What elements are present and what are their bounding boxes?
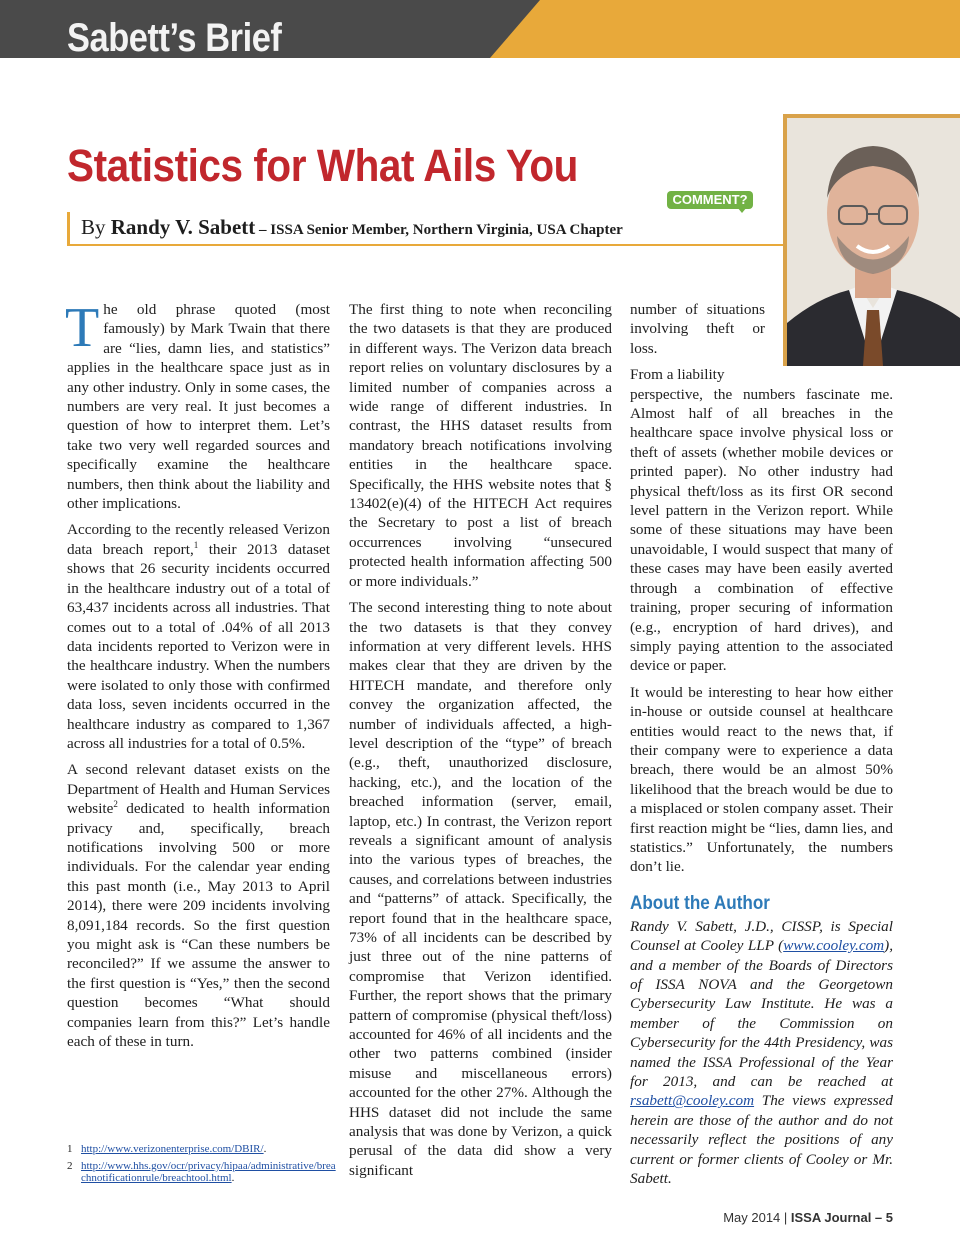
author-affiliation: – ISSA Senior Member, Northern Virginia, USA Chapter (255, 222, 623, 238)
folio-journal: ISSA Journal – 5 (790, 1210, 893, 1225)
footnote-number: 2 (67, 1160, 73, 1172)
paragraph-reconcile: The first thing to note when reconciling the two datasets is that they are produced in different ways. The Verizon data breach report relies on voluntary disclosures by a limited number of companies across a wide range of different industries. In contrast, the HHS dataset results from mandatory breach notifications involving entities in the healthcare space. Specifically, the HHS website notes that § 13402(e)(4) of the HITECH Act requires the Secretary to post a list of breach occurrences involving “unsecured protected health information affecting 500 or more individuals.” (349, 301, 612, 590)
intro-text: he old phrase quoted (most famously) by Mark Twain that there are “lies, damn lies, and statistics” applies in the healthcare space just as in any other industry. Only in some cases, the numbers are very real. It just becomes a question of how to interpret them. Let’s take two very well regarded sources and specifically examine the healthcare numbers, then think about the liability and other implications. (67, 301, 330, 513)
folio-date: May 2014 | (723, 1210, 791, 1225)
hhs-text-a: A second relevant dataset exists on the Department of Health and Human Services website (67, 761, 330, 818)
bio-text-a: Randy V. Sabett, J.D., CISSP, is Special Counsel at Cooley LLP ( (630, 917, 893, 955)
paragraph-verizon (67, 520, 330, 753)
hhs-text-b: dedicated to health information privacy and, specifically, breach notifications involving 500 or more individuals. For the calendar year ending this past month (i.e., May 2013 to April 2014), there were 209 incidents involving 8,091,184 records. So the first question you might ask is “Can these numbers be reconciled?” If we assume the answer to the first question is “Yes,” then the second question becomes “What should companies learn from this?” Let’s handle each of these in turn. (67, 800, 330, 1051)
footnote-punct: . (263, 1143, 267, 1155)
paragraph-intro (65, 297, 330, 513)
footnote-2 (67, 1160, 337, 1184)
byline-prefix: By (81, 215, 111, 239)
paragraph-theft: number of situations involving theft or loss. (630, 301, 765, 357)
paragraph-counsel: It would be interesting to hear how either in-house or outside counsel at healthcare entities would react to the news that, if their company were to experience a data breach, there would be an almost 50% likelihood that the breach would be due to a misplaced or stolen company asset. Their first reaction might be “lies, damn lies, and statistics.” Unfortunately, the numbers don’t lie. (630, 683, 893, 876)
paragraph-hhs (67, 760, 330, 1051)
comment-button[interactable] (667, 191, 755, 211)
verizon-text-a: According to the recently released Verizon data breach report, (67, 521, 330, 558)
paragraph-liability: perspective, the numbers fascinate me. Almost half of all breaches in the healthcare space involve physical loss or theft of assets (whether mobile devices or printed paper). No other industry had physical theft/loss as its first OR second level pattern in the Verizon report. While some of these situations may have been unavoidable, I would suspect that many of these cases may have been easily averted through a combination of effective training, proper securing of information (e.g., encryption of hard drives), and simply paying attention to the associated device or paper. (630, 385, 893, 675)
page-folio (723, 1210, 893, 1226)
section-title: Sabett’s Brief (67, 16, 282, 60)
verizon-text-b: their 2013 dataset shows that 26 security incidents occurred in the healthcare industry out of a total of 63,437 incidents across all industries. That comes out to a total of .04% of all 2013 data incidents reported to Verizon were in the healthcare industry. When the numbers were isolated to only those with confirmed data loss, seven incidents occurred in the healthcare industry as compared to 1,367 across all industries for a total of 0.5%. (67, 540, 331, 752)
byline-rule (67, 244, 783, 246)
bio-text-c: The views expressed herein are those of the author and do not necessarily reflect the positions of any current or former clients of Cooley or Mr. Sabett. (630, 1092, 893, 1188)
bio-text-b: ), and a member of the Boards of Directors of ISSA NOVA and the Georgetown Cybersecurity Law Institute. He was a member of the Commission on Cybersecurity for the 44th Presidency, was named the ISSA Professional of the Year for 2013, and can be reached at (630, 937, 893, 1091)
column-3-narrow-block (630, 300, 765, 385)
footnotes (67, 1143, 337, 1189)
about-author-heading: About the Author (630, 892, 770, 914)
footnote-link[interactable]: http://www.hhs.gov/ocr/privacy/hipaa/administrative/breachnotificationrule/breachtool.html (81, 1160, 336, 1184)
footnote-punct: . (231, 1172, 235, 1184)
column-2 (349, 300, 612, 1187)
cooley-link[interactable]: www.cooley.com (783, 937, 885, 955)
footnote-1 (67, 1143, 337, 1155)
author-name: Randy V. Sabett (110, 215, 256, 239)
liability-lead: From a liability (630, 366, 725, 384)
drop-cap: T (65, 297, 100, 359)
author-bio (630, 917, 893, 1189)
column-1 (65, 297, 331, 1058)
comment-label: COMMENT? (672, 192, 748, 207)
section-header-band (0, 0, 960, 58)
column-3 (630, 300, 893, 1195)
footnote-ref-2[interactable]: 2 (113, 799, 118, 810)
footnote-number: 1 (67, 1143, 73, 1155)
footnote-link[interactable]: http://www.verizonenterprise.com/DBIR/ (81, 1143, 264, 1155)
footnote-ref-1[interactable]: 1 (193, 539, 199, 550)
email-link[interactable]: rsabett@cooley.com (630, 1092, 755, 1110)
byline-accent-bar (67, 212, 70, 244)
byline (81, 213, 623, 244)
article-title: Statistics for What Ails You (67, 140, 578, 191)
paragraph-levels: The second interesting thing to note about the two datasets is that they convey information at very different levels. HHS makes clear that they are driven by the HITECH mandate, and therefore only convey the organization affected, the number of individuals affected, a high-level description of the “type” of breach (e.g., theft, unauthorized disclosure, hacking, etc.), and the location of the breached information (server, email, laptop, etc.) In contrast, the Verizon report reveals a significant amount of analysis into the various types of breaches, the causes, and correlations between industries and “patterns” of attack. Specifically, the report found that in the healthcare space, 73% of all incidents can be described by just three out of the nine patterns of compromise that Verizon identified. Further, the report shows that the primary pattern of compromise (physical theft/loss) accounted for 46% of all incidents and the other two patterns combined (insider misuse and miscellaneous errors) accounted for the other 27%. Although the HHS dataset did not include the same analysis that was done by Verizon, a quick perusal of the data did show a very significant (349, 599, 612, 1179)
